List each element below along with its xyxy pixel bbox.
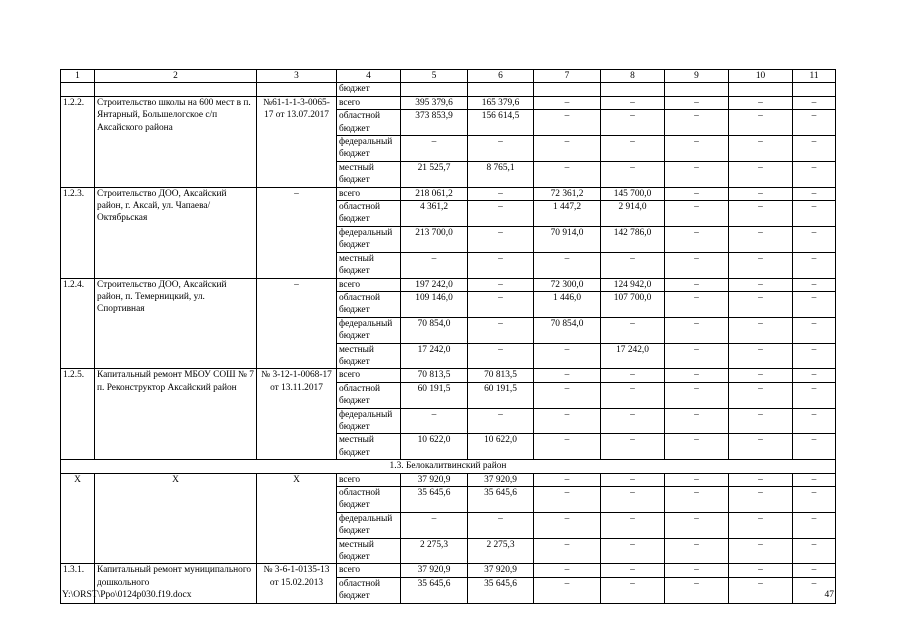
section-title: 1.3. Белокалитвинский район — [61, 460, 836, 473]
budget-label: областной бюджет — [337, 110, 401, 136]
table-cell — [534, 83, 601, 96]
value-cell: – — [665, 252, 729, 278]
value-cell: 72 361,2 — [534, 187, 601, 200]
row-id: 1.2.4. — [61, 278, 95, 369]
value-cell: 213 700,0 — [401, 226, 468, 252]
value-cell: – — [468, 201, 534, 227]
value-cell: 2 275,3 — [468, 538, 534, 564]
section-row — [61, 460, 836, 473]
value-cell: – — [793, 317, 836, 343]
value-cell: 21 525,7 — [401, 161, 468, 187]
budget-label: всего — [337, 564, 401, 577]
row-id: 1.2.3. — [61, 187, 95, 278]
value-cell: – — [468, 291, 534, 317]
value-cell: – — [601, 110, 665, 136]
table-cell — [601, 83, 665, 96]
value-cell: 124 942,0 — [601, 278, 665, 291]
budget-label: местный бюджет — [337, 538, 401, 564]
doc-number: № 3-6-1-0135-13 от 15.02.2013 — [257, 564, 337, 603]
table-cell — [468, 83, 534, 96]
value-cell: – — [793, 161, 836, 187]
value-cell: – — [729, 201, 793, 227]
value-cell: 2 914,0 — [601, 201, 665, 227]
table-cell: бюджет — [337, 83, 401, 96]
table-cell — [793, 83, 836, 96]
project-name: Х — [95, 473, 257, 564]
table-cell — [401, 83, 468, 96]
row-id: 1.2.2. — [61, 96, 95, 187]
project-name: Капитальный ремонт муниципального дошкольного — [95, 564, 257, 603]
value-cell: – — [534, 343, 601, 369]
value-cell: – — [793, 187, 836, 200]
value-cell: – — [401, 252, 468, 278]
value-cell: – — [729, 487, 793, 513]
budget-label: всего — [337, 473, 401, 486]
value-cell: – — [534, 434, 601, 460]
value-cell: – — [601, 564, 665, 577]
table-cell — [257, 83, 337, 96]
value-cell: – — [665, 473, 729, 486]
value-cell: – — [601, 408, 665, 434]
value-cell: – — [665, 512, 729, 538]
budget-label: местный бюджет — [337, 434, 401, 460]
value-cell: – — [729, 226, 793, 252]
row-id: Х — [61, 473, 95, 564]
value-cell: – — [601, 369, 665, 382]
value-cell: – — [793, 382, 836, 408]
budget-label: всего — [337, 369, 401, 382]
value-cell: 37 920,9 — [468, 564, 534, 577]
value-cell: – — [793, 434, 836, 460]
table-cell — [729, 83, 793, 96]
value-cell: 218 061,2 — [401, 187, 468, 200]
value-cell: 1 447,2 — [534, 201, 601, 227]
budget-label: всего — [337, 96, 401, 109]
header-cell: 8 — [601, 70, 665, 83]
table-row — [61, 564, 836, 577]
value-cell: – — [729, 187, 793, 200]
doc-number: Х — [257, 473, 337, 564]
value-cell: – — [665, 538, 729, 564]
value-cell: – — [729, 538, 793, 564]
budget-label: областной бюджет — [337, 577, 401, 603]
value-cell: – — [793, 201, 836, 227]
value-cell: – — [601, 434, 665, 460]
value-cell: – — [729, 473, 793, 486]
doc-number: № 3-12-1-0068-17 от 13.11.2017 — [257, 369, 337, 460]
value-cell: – — [601, 473, 665, 486]
value-cell: – — [534, 487, 601, 513]
value-cell: – — [793, 473, 836, 486]
value-cell: – — [601, 161, 665, 187]
value-cell: – — [665, 382, 729, 408]
value-cell: – — [534, 136, 601, 162]
value-cell: – — [729, 369, 793, 382]
value-cell: 145 700,0 — [601, 187, 665, 200]
value-cell: – — [665, 317, 729, 343]
value-cell: 10 622,0 — [401, 434, 468, 460]
value-cell: – — [793, 278, 836, 291]
value-cell: – — [601, 96, 665, 109]
value-cell: – — [665, 343, 729, 369]
value-cell: – — [729, 110, 793, 136]
value-cell: – — [793, 136, 836, 162]
value-cell: – — [729, 564, 793, 577]
value-cell: – — [534, 538, 601, 564]
value-cell: – — [793, 369, 836, 382]
project-name: Строительство школы на 600 мест в п. Янтарный, Большелогское с/п Аксайского района — [95, 96, 257, 187]
table-cell — [665, 83, 729, 96]
doc-number: – — [257, 187, 337, 278]
value-cell: – — [793, 538, 836, 564]
value-cell: – — [793, 512, 836, 538]
value-cell: – — [665, 96, 729, 109]
value-cell: – — [401, 512, 468, 538]
project-name: Капитальный ремонт МБОУ СОШ № 7 п. Реконструктор Аксайский район — [95, 369, 257, 460]
value-cell: – — [793, 226, 836, 252]
table-row — [61, 96, 836, 109]
project-name: Строительство ДОО, Аксайский район, г. Аксай, ул. Чапаева/Октябрьская — [95, 187, 257, 278]
value-cell: – — [665, 564, 729, 577]
value-cell: – — [665, 291, 729, 317]
value-cell: – — [534, 161, 601, 187]
value-cell: – — [665, 577, 729, 603]
value-cell: – — [729, 577, 793, 603]
row-id: 1.2.5. — [61, 369, 95, 460]
value-cell: – — [534, 577, 601, 603]
value-cell: – — [729, 278, 793, 291]
value-cell: – — [401, 408, 468, 434]
value-cell: 165 379,6 — [468, 96, 534, 109]
value-cell: – — [793, 577, 836, 603]
value-cell: 35 645,6 — [401, 577, 468, 603]
doc-number: – — [257, 278, 337, 369]
value-cell: – — [665, 161, 729, 187]
value-cell: – — [665, 434, 729, 460]
value-cell: – — [729, 382, 793, 408]
table-row — [61, 278, 836, 291]
value-cell: – — [401, 136, 468, 162]
value-cell: – — [793, 291, 836, 317]
table-row — [61, 473, 836, 486]
doc-number: №61-1-1-3-0065-17 от 13.07.2017 — [257, 96, 337, 187]
header-cell: 9 — [665, 70, 729, 83]
value-cell: 37 920,9 — [468, 473, 534, 486]
value-cell: – — [601, 577, 665, 603]
budget-label: федеральный бюджет — [337, 136, 401, 162]
value-cell: 70 854,0 — [401, 317, 468, 343]
budget-label: областной бюджет — [337, 201, 401, 227]
value-cell: – — [601, 487, 665, 513]
value-cell: – — [665, 201, 729, 227]
header-cell: 7 — [534, 70, 601, 83]
value-cell: 70 914,0 — [534, 226, 601, 252]
project-name: Строительство ДОО, Аксайский район, п. Темерницкий, ул. Спортивная — [95, 278, 257, 369]
value-cell: 37 920,9 — [401, 564, 468, 577]
value-cell: – — [729, 291, 793, 317]
value-cell: – — [534, 512, 601, 538]
value-cell: – — [534, 252, 601, 278]
table-cell — [95, 83, 257, 96]
value-cell: 10 622,0 — [468, 434, 534, 460]
value-cell: – — [793, 408, 836, 434]
value-cell: 17 242,0 — [601, 343, 665, 369]
value-cell: – — [601, 136, 665, 162]
budget-table — [60, 69, 836, 604]
value-cell: – — [729, 512, 793, 538]
header-cell: 10 — [729, 70, 793, 83]
value-cell: – — [601, 317, 665, 343]
value-cell: 70 813,5 — [468, 369, 534, 382]
value-cell: – — [729, 96, 793, 109]
value-cell: – — [665, 369, 729, 382]
row-id: 1.3.1. — [61, 564, 95, 603]
header-cell: 3 — [257, 70, 337, 83]
header-cell: 5 — [401, 70, 468, 83]
value-cell: – — [534, 408, 601, 434]
page-number: 47 — [824, 590, 834, 600]
budget-label: федеральный бюджет — [337, 226, 401, 252]
budget-label: всего — [337, 187, 401, 200]
budget-label: местный бюджет — [337, 343, 401, 369]
value-cell: 60 191,5 — [468, 382, 534, 408]
budget-label: областной бюджет — [337, 382, 401, 408]
value-cell: – — [468, 252, 534, 278]
header-cell: 2 — [95, 70, 257, 83]
value-cell: 395 379,6 — [401, 96, 468, 109]
value-cell: 107 700,0 — [601, 291, 665, 317]
value-cell: – — [729, 317, 793, 343]
value-cell: 37 920,9 — [401, 473, 468, 486]
budget-label: областной бюджет — [337, 291, 401, 317]
header-row — [61, 70, 836, 83]
value-cell: – — [793, 252, 836, 278]
value-cell: – — [665, 487, 729, 513]
value-cell: – — [534, 110, 601, 136]
value-cell: – — [665, 110, 729, 136]
value-cell: 17 242,0 — [401, 343, 468, 369]
value-cell: – — [601, 538, 665, 564]
value-cell: 109 146,0 — [401, 291, 468, 317]
budget-label: всего — [337, 278, 401, 291]
value-cell: 35 645,6 — [468, 487, 534, 513]
value-cell: – — [729, 343, 793, 369]
value-cell: 2 275,3 — [401, 538, 468, 564]
value-cell: 70 813,5 — [401, 369, 468, 382]
file-path: Y:\ORST\Ppo\0124p030.f19.docx — [62, 590, 192, 600]
header-cell: 6 — [468, 70, 534, 83]
header-cell: 4 — [337, 70, 401, 83]
value-cell: 4 361,2 — [401, 201, 468, 227]
value-cell: – — [793, 564, 836, 577]
value-cell: – — [665, 278, 729, 291]
value-cell: 142 786,0 — [601, 226, 665, 252]
value-cell: 35 645,6 — [401, 487, 468, 513]
value-cell: – — [601, 382, 665, 408]
value-cell: – — [601, 512, 665, 538]
value-cell: 156 614,5 — [468, 110, 534, 136]
budget-label: областной бюджет — [337, 487, 401, 513]
value-cell: – — [665, 136, 729, 162]
continuation-row — [61, 83, 836, 96]
value-cell: – — [729, 434, 793, 460]
value-cell: – — [468, 187, 534, 200]
value-cell: – — [468, 136, 534, 162]
table-cell — [61, 83, 95, 96]
value-cell: – — [468, 226, 534, 252]
value-cell: – — [534, 382, 601, 408]
value-cell: 72 300,0 — [534, 278, 601, 291]
value-cell: 60 191,5 — [401, 382, 468, 408]
value-cell: – — [468, 512, 534, 538]
value-cell: 8 765,1 — [468, 161, 534, 187]
table-row — [61, 187, 836, 200]
value-cell: 1 446,0 — [534, 291, 601, 317]
value-cell: – — [729, 252, 793, 278]
value-cell: – — [534, 473, 601, 486]
value-cell: 197 242,0 — [401, 278, 468, 291]
value-cell: – — [793, 487, 836, 513]
value-cell: – — [468, 343, 534, 369]
table-row — [61, 369, 836, 382]
value-cell: 70 854,0 — [534, 317, 601, 343]
table-body — [61, 70, 836, 604]
value-cell: – — [793, 96, 836, 109]
value-cell: – — [665, 408, 729, 434]
value-cell: – — [534, 564, 601, 577]
value-cell: – — [793, 343, 836, 369]
value-cell: 373 853,9 — [401, 110, 468, 136]
value-cell: – — [468, 278, 534, 291]
value-cell: – — [729, 161, 793, 187]
header-cell: 1 — [61, 70, 95, 83]
value-cell: – — [793, 110, 836, 136]
budget-label: местный бюджет — [337, 252, 401, 278]
value-cell: – — [665, 187, 729, 200]
budget-label: местный бюджет — [337, 161, 401, 187]
value-cell: – — [601, 252, 665, 278]
value-cell: – — [534, 96, 601, 109]
budget-label: федеральный бюджет — [337, 512, 401, 538]
value-cell: 35 645,6 — [468, 577, 534, 603]
value-cell: – — [729, 408, 793, 434]
value-cell: – — [534, 369, 601, 382]
header-cell: 11 — [793, 70, 836, 83]
value-cell: – — [665, 226, 729, 252]
value-cell: – — [468, 408, 534, 434]
budget-label: федеральный бюджет — [337, 317, 401, 343]
value-cell: – — [729, 136, 793, 162]
budget-label: федеральный бюджет — [337, 408, 401, 434]
value-cell: – — [468, 317, 534, 343]
